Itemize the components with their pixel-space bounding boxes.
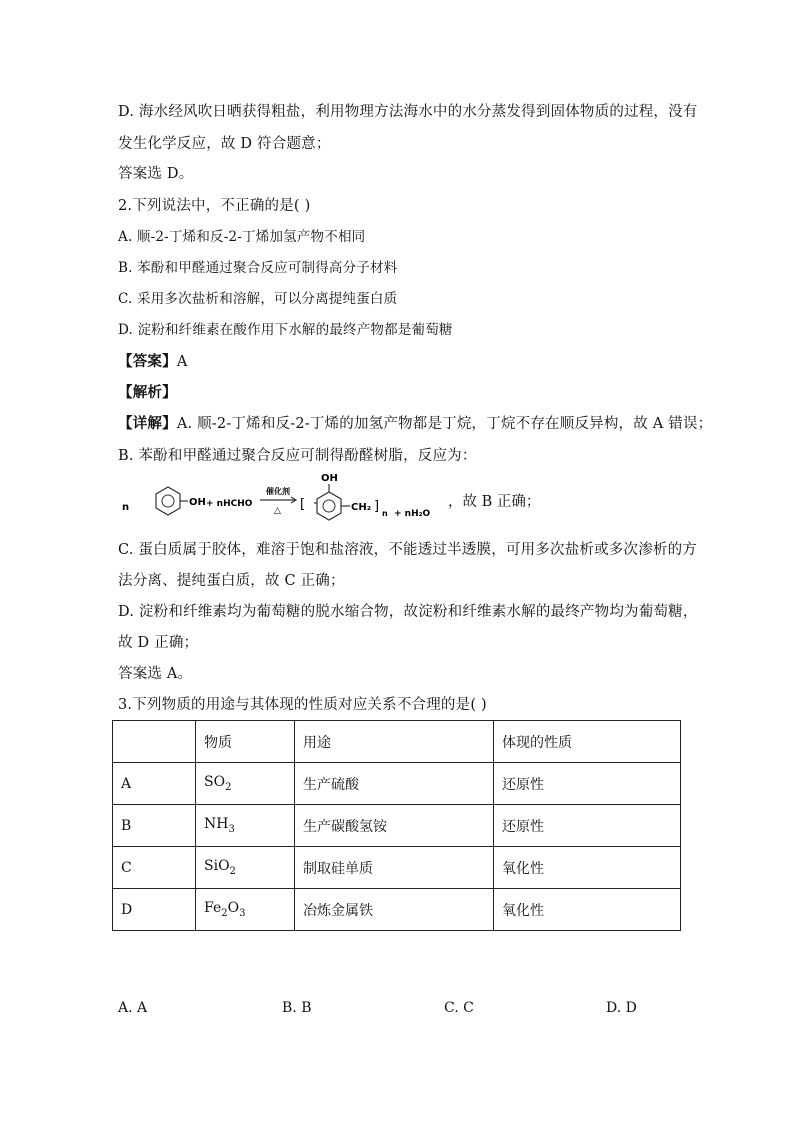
- use-cell: 制取硅单质: [295, 847, 494, 889]
- table-row: [113, 763, 681, 805]
- eq-bracket-open: [: [300, 497, 306, 512]
- row-label: D: [113, 889, 196, 931]
- eq-ch2: CH₂: [351, 502, 372, 513]
- eq-oh: OH: [189, 497, 206, 508]
- option-a: A. 顺-2-丁烯和反-2-丁烯加氢产物不相同: [118, 229, 366, 245]
- substance-cell: [196, 763, 295, 805]
- formula-subscript: 2: [221, 907, 228, 919]
- eq-coef: n: [122, 502, 130, 513]
- property-cell: 还原性: [494, 805, 681, 847]
- table-header-cell: 物质: [196, 721, 295, 763]
- substance-cell: [196, 847, 295, 889]
- choice-d: D. D: [606, 1000, 637, 1016]
- eq-suffix: ，故 B 正确；: [448, 494, 541, 510]
- detail-c-line-2: 法分离、提纯蛋白质，故 C 正确；: [118, 573, 345, 589]
- answer-label: 【答案】: [118, 353, 177, 370]
- detail-d-line-2: 故 D 正确；: [118, 635, 199, 651]
- eq-oh-top: OH: [321, 473, 338, 484]
- row-label: A: [113, 763, 196, 805]
- answer-line: [118, 352, 187, 372]
- table-header-cell: [113, 721, 196, 763]
- text-line: 发生化学反应，故 D 符合题意；: [118, 136, 331, 152]
- benzene-circle-icon: [323, 500, 335, 512]
- formula-main: SO: [204, 774, 226, 791]
- reaction-equation: [118, 470, 678, 532]
- option-d: D. 淀粉和纤维素在酸作用下水解的最终产物都是葡萄糖: [118, 322, 453, 338]
- option-c: C. 采用多次盐析和溶解，可以分离提纯蛋白质: [118, 291, 398, 307]
- property-cell: 氧化性: [494, 889, 681, 931]
- question-3-stem: 3.下列物质的用途与其体现的性质对应关系不合理的是( ): [118, 697, 487, 713]
- analysis-label: 【解析】: [118, 384, 177, 401]
- detail-a-line: [118, 414, 712, 434]
- row-label: C: [113, 847, 196, 889]
- eq-heat: △: [274, 506, 281, 516]
- table-header-cell: 体现的性质: [494, 721, 681, 763]
- choice-c: C. C: [444, 1000, 474, 1016]
- eq-reagent: + nHCHO: [206, 499, 253, 509]
- formula-main: Fe: [204, 900, 222, 917]
- formula-subscript: 3: [228, 823, 235, 835]
- text-line: 答案选 D。: [118, 166, 194, 182]
- detail-label: 【详解】: [118, 415, 177, 432]
- formula-subscript: 2: [225, 781, 232, 793]
- benzene-ring-icon: [156, 487, 180, 515]
- eq-bracket-close: ]: [374, 499, 380, 514]
- substance-cell: [196, 805, 295, 847]
- option-b: B. 苯酚和甲醛通过聚合反应可制得高分子材料: [118, 260, 398, 276]
- table-row: [113, 889, 681, 931]
- formula-subscript: 3: [239, 907, 246, 919]
- table-row: [113, 847, 681, 889]
- row-label: B: [113, 805, 196, 847]
- table-row: [113, 805, 681, 847]
- properties-table: [112, 720, 681, 931]
- eq-n: n: [382, 509, 388, 518]
- reaction-equation-drawing: [118, 470, 448, 532]
- detail-c-line-1: C. 蛋白质属于胶体，难溶于饱和盐溶液，不能透过半透膜，可用多次盐析或多次渗析的方: [118, 542, 697, 558]
- choice-b: B. B: [282, 1000, 312, 1016]
- use-cell: 冶炼金属铁: [295, 889, 494, 931]
- benzene-ring-icon: [317, 492, 341, 520]
- eq-water: + nH₂O: [394, 509, 431, 519]
- text-line: D. 海水经风吹日晒获得粗盐，利用物理方法海水中的水分蒸发得到固体物质的过程，没有: [118, 104, 698, 120]
- table-header-row: [113, 721, 681, 763]
- substance-cell: [196, 889, 295, 931]
- question-2-stem: 2.下列说法中，不正确的是( ): [118, 198, 311, 214]
- formula-main: NH: [204, 816, 229, 833]
- choice-a: A. A: [118, 1000, 148, 1016]
- detail-b-text: B. 苯酚和甲醛通过聚合反应可制得酚醛树脂，反应为：: [118, 448, 477, 464]
- eq-catalyst: 催化剂: [266, 487, 290, 496]
- answer-value: A: [176, 354, 188, 370]
- formula-main: O: [227, 900, 240, 917]
- detail-d-line-1: D. 淀粉和纤维素均为葡萄糖的脱水缩合物，故淀粉和纤维素水解的最终产物均为葡萄糖，: [118, 604, 698, 620]
- property-cell: 氧化性: [494, 847, 681, 889]
- detail-a-text: A. 顺-2-丁烯和反-2-丁烯的加氢产物都是丁烷，丁烷不存在顺反异构，故 A 错误；: [176, 416, 713, 432]
- property-cell: 还原性: [494, 763, 681, 805]
- table-header-cell: 用途: [295, 721, 494, 763]
- formula-subscript: 2: [229, 865, 236, 877]
- use-cell: 生产碳酸氢铵: [295, 805, 494, 847]
- benzene-circle-icon: [162, 495, 174, 507]
- formula-main: SiO: [204, 858, 230, 875]
- final-answer: 答案选 A。: [118, 666, 193, 682]
- use-cell: 生产硫酸: [295, 763, 494, 805]
